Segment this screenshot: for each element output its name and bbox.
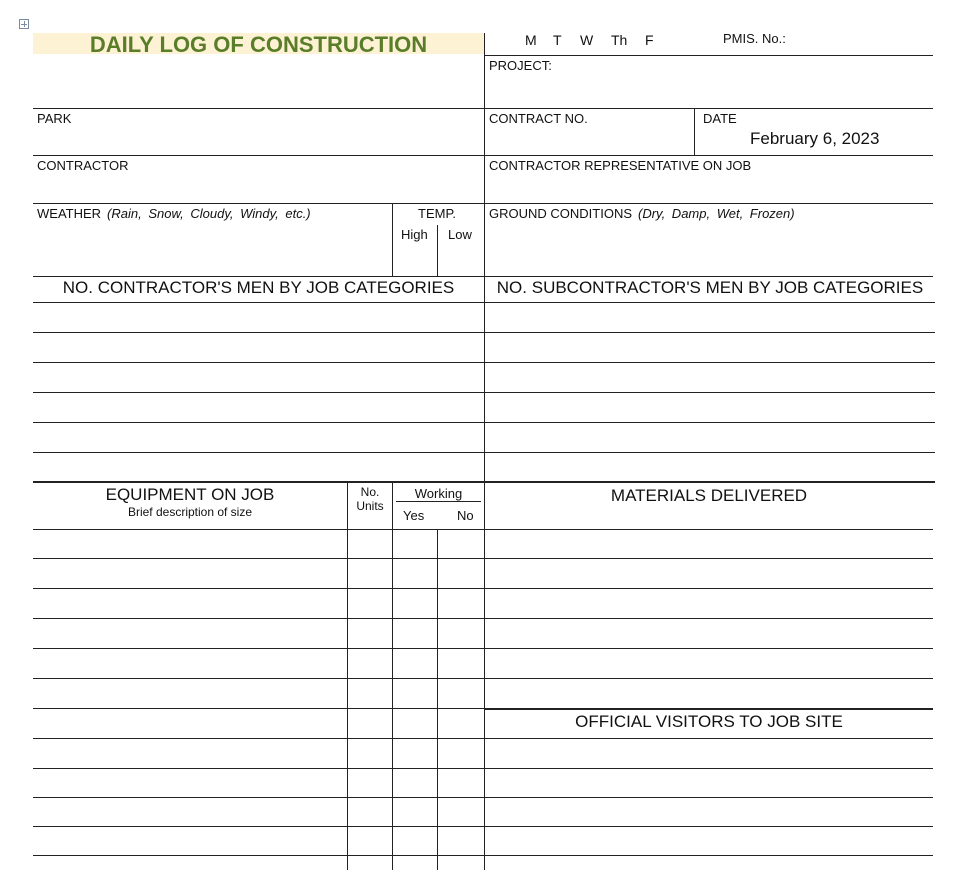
park-label: PARK <box>37 111 72 126</box>
divider <box>33 155 933 156</box>
row-line <box>33 392 935 393</box>
row-line <box>33 738 933 739</box>
divider <box>392 203 393 276</box>
weather-field[interactable] <box>34 224 391 275</box>
divider <box>694 108 695 155</box>
day-wednesday[interactable]: W <box>580 32 594 48</box>
weather-hint: (Rain, Snow, Cloudy, Windy, etc.) <box>107 206 311 221</box>
row-line <box>33 452 935 453</box>
contract-no-label: CONTRACT NO. <box>489 111 588 126</box>
temp-low-label: Low <box>448 227 472 242</box>
row-line <box>33 648 933 649</box>
temp-label: TEMP. <box>418 206 457 221</box>
divider <box>392 483 393 870</box>
date-label: DATE <box>703 111 737 126</box>
divider <box>437 225 438 276</box>
working-no-label: No <box>457 508 474 523</box>
temp-high-label: High <box>401 227 428 242</box>
working-underline <box>396 501 481 502</box>
materials-header: MATERIALS DELIVERED <box>610 486 808 505</box>
contract-no-field[interactable] <box>485 126 693 154</box>
divider <box>33 276 933 277</box>
table-move-handle-icon[interactable] <box>19 19 29 29</box>
row-line <box>33 618 933 619</box>
project-label: PROJECT: <box>489 58 552 73</box>
equipment-header: EQUIPMENT ON JOB <box>105 485 275 504</box>
row-line <box>33 588 933 589</box>
ground-label-text: GROUND CONDITIONS <box>489 206 632 221</box>
day-monday[interactable]: M <box>525 32 537 48</box>
section-divider <box>33 481 935 483</box>
contractor-rep-field[interactable] <box>485 174 933 202</box>
row-line <box>33 422 935 423</box>
project-field[interactable] <box>485 74 933 107</box>
contractor-field[interactable] <box>34 174 483 202</box>
ground-conditions-label <box>489 206 795 221</box>
day-tuesday[interactable]: T <box>553 32 562 48</box>
contractor-label: CONTRACTOR <box>37 158 129 173</box>
row-line <box>33 558 933 559</box>
subcontractor-men-header: NO. SUBCONTRACTOR'S MEN BY JOB CATEGORIES <box>496 278 924 297</box>
no-units-label: No. Units <box>356 485 384 513</box>
visitors-header: OFFICIAL VISITORS TO JOB SITE <box>575 712 843 731</box>
divider <box>347 483 348 870</box>
row-line <box>33 332 935 333</box>
row-line <box>33 855 933 856</box>
contractor-men-header: NO. CONTRACTOR'S MEN BY JOB CATEGORIES <box>62 278 455 297</box>
row-line <box>33 797 933 798</box>
weather-label <box>37 206 311 221</box>
row-line <box>33 529 933 530</box>
working-yes-label: Yes <box>403 508 425 523</box>
weather-label-text: WEATHER <box>37 206 102 221</box>
day-thursday[interactable]: Th <box>611 32 628 48</box>
equipment-subheader: Brief description of size <box>127 505 253 519</box>
row-line <box>33 362 935 363</box>
divider <box>33 108 933 109</box>
contractor-rep-label: CONTRACTOR REPRESENTATIVE ON JOB <box>489 158 752 173</box>
park-field[interactable] <box>34 126 483 154</box>
row-line <box>33 302 935 303</box>
section-divider <box>484 708 933 710</box>
divider <box>33 203 933 204</box>
title-banner <box>33 32 484 57</box>
working-label: Working <box>414 486 463 501</box>
divider <box>437 529 438 870</box>
row-line <box>33 678 933 679</box>
ground-conditions-field[interactable] <box>485 224 933 275</box>
pmis-label: PMIS. No.: <box>723 31 786 46</box>
row-line <box>33 768 933 769</box>
row-line <box>33 708 484 709</box>
date-value[interactable]: February 6, 2023 <box>750 129 880 148</box>
ground-hint: (Dry, Damp, Wet, Frozen) <box>638 206 795 221</box>
divider <box>484 55 933 56</box>
day-friday[interactable]: F <box>645 32 654 48</box>
row-line <box>33 826 933 827</box>
page-title: DAILY LOG OF CONSTRUCTION <box>89 32 428 57</box>
